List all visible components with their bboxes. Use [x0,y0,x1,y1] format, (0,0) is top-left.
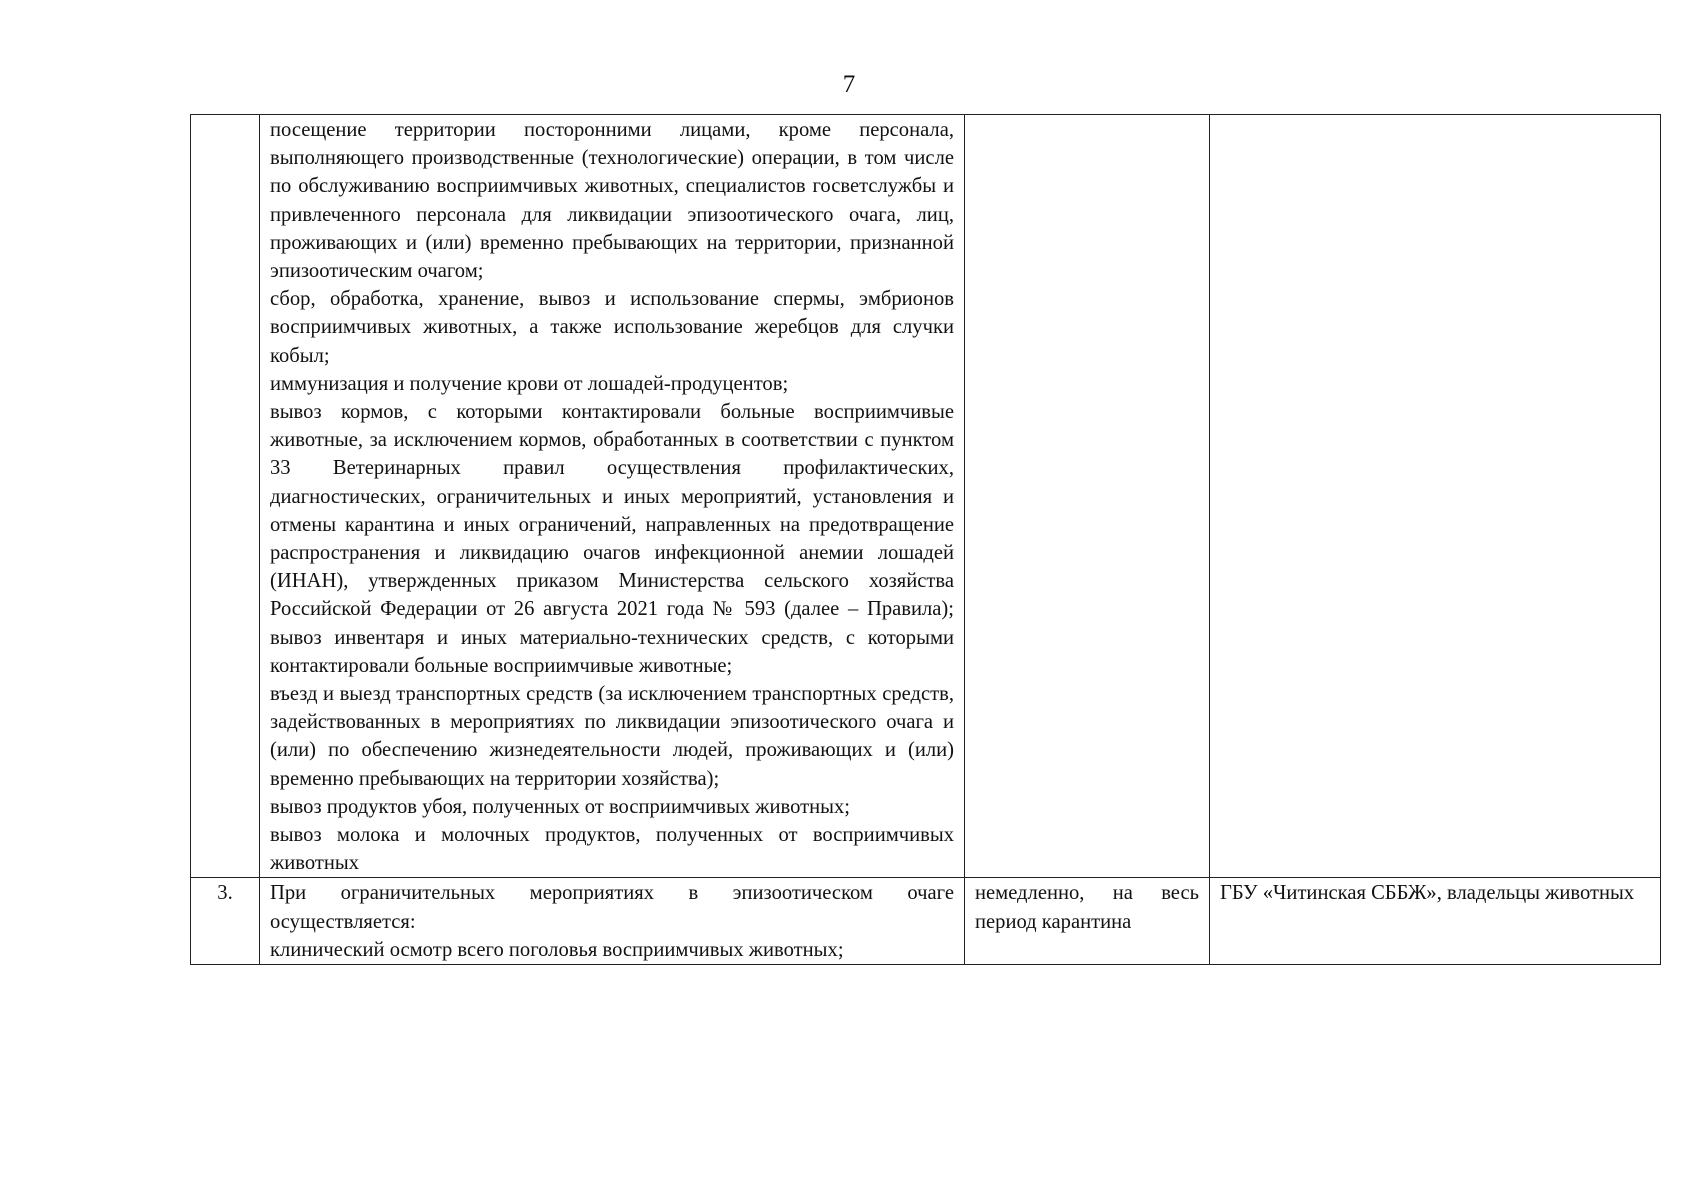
measure-paragraph: сбор, обработка, хранение, вывоз и использование спермы, эмбрионов восприимчивых животных, а также использование жеребцов для случки кобыл; [270,288,954,367]
measure-paragraph: вывоз молока и молочных продуктов, полученных от восприимчивых животных [270,824,954,875]
measures-cell [260,115,965,878]
measures-table [190,114,1661,965]
measure-paragraph: вывоз инвентаря и иных материально-технических средств, с которыми контактировали больные восприимчивые животные; [270,626,954,677]
table-row [191,878,1661,965]
measure-paragraph: въезд и выезд транспортных средств (за исключением транспортных средств, задействованных в мероприятиях по ликвидации эпизоотического очага и (или) по обеспечению жизнедеятельности людей, проживающих и (или) временно пребывающих на территории хозяйства); [270,683,954,790]
row-number-cell: 3. [191,878,260,965]
table-row [191,115,1661,878]
measure-paragraph: клинический осмотр всего поголовья восприимчивых животных; [270,938,844,961]
row-number-cell [191,115,260,878]
responsible-cell [1210,115,1661,878]
measure-paragraph: При ограничительных мероприятиях в эпизоотическом очаге осуществляется: [270,882,954,933]
responsible-cell: ГБУ «Читинская СББЖ», владельцы животных [1210,878,1661,965]
measure-paragraph: иммунизация и получение крови от лошадей-продуцентов; [270,372,789,395]
measure-paragraph: вывоз продуктов убоя, полученных от восприимчивых животных; [270,795,850,818]
deadline-cell [965,115,1210,878]
page-number: 7 [842,71,856,98]
measure-paragraph: вывоз кормов, с которыми контактировали больные восприимчивые животные, за исключением кормов, обработанных в соответствии с пунктом 33 Ветеринарных правил осуществления профилактических, диагностических, ограничительных и иных мероприятий, установления и отмены карантина и иных ограничений, направленных на предотвращение распространения и ликвидацию очагов инфекционной анемии лошадей (ИНАН), утвержденных приказом Министерства сельского хозяйства Российской Федерации от 26 августа 2021 года № 593 (далее – Правила); [270,401,954,621]
measures-cell [260,878,965,965]
deadline-cell: немедленно, на весь период карантина [965,878,1210,965]
measure-paragraph: посещение территории посторонними лицами, кроме персонала, выполняющего производственные (технологические) операции, в том числе по обслуживанию восприимчивых животных, специалистов госветслужбы и привлеченного персонала для ликвидации эпизоотического очага, лиц, проживающих и (или) временно пребывающих на территории, признанной эпизоотическим очагом; [270,119,954,283]
